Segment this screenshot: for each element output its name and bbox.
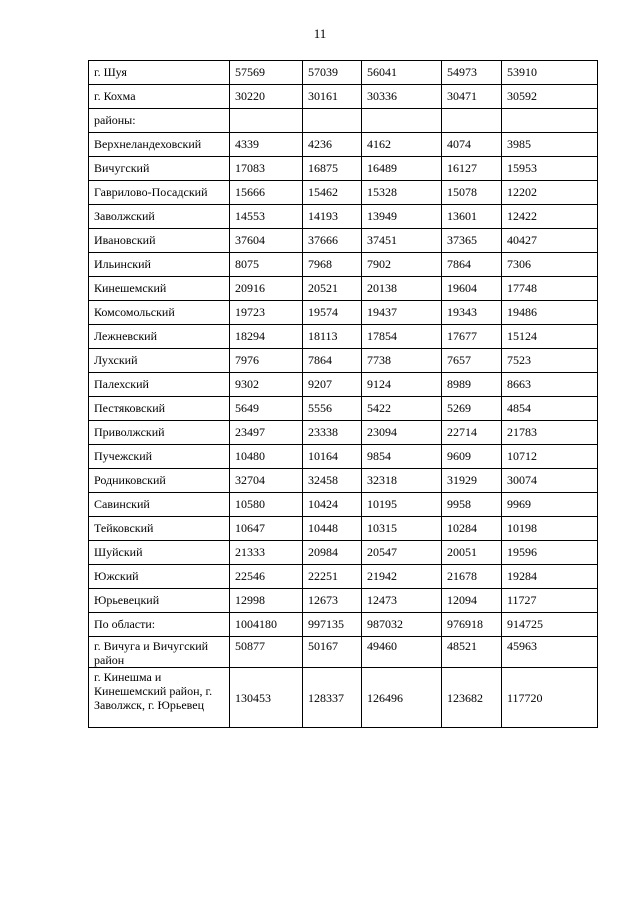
value-cell: 976918 — [442, 613, 502, 637]
value-cell: 10712 — [502, 445, 598, 469]
table-row — [89, 397, 598, 421]
value-cell: 10164 — [303, 445, 362, 469]
value-cell: 1004180 — [230, 613, 303, 637]
value-cell: 14553 — [230, 205, 303, 229]
row-label: Гаврилово-Посадский — [89, 181, 230, 205]
table-row — [89, 109, 598, 133]
value-cell: 19723 — [230, 301, 303, 325]
row-label: г. Кинешма и Кинешемский район, г. Заволжск, г. Юрьевец — [89, 668, 230, 728]
value-cell: 30220 — [230, 85, 303, 109]
value-cell: 15124 — [502, 325, 598, 349]
value-cell: 19604 — [442, 277, 502, 301]
table-row — [89, 349, 598, 373]
row-label: г. Шуя — [89, 61, 230, 85]
value-cell: 19486 — [502, 301, 598, 325]
value-cell: 9609 — [442, 445, 502, 469]
table-row — [89, 85, 598, 109]
value-cell: 20051 — [442, 541, 502, 565]
row-label: Приволжский — [89, 421, 230, 445]
value-cell — [303, 109, 362, 133]
value-cell: 11727 — [502, 589, 598, 613]
value-cell: 3985 — [502, 133, 598, 157]
value-cell: 12998 — [230, 589, 303, 613]
value-cell: 5422 — [362, 397, 442, 421]
row-label: Юрьевецкий — [89, 589, 230, 613]
value-cell: 10647 — [230, 517, 303, 541]
value-cell: 49460 — [362, 637, 442, 668]
value-cell: 7523 — [502, 349, 598, 373]
value-cell: 19343 — [442, 301, 502, 325]
value-cell: 117720 — [502, 668, 598, 728]
table-row — [89, 133, 598, 157]
value-cell: 128337 — [303, 668, 362, 728]
value-cell: 4162 — [362, 133, 442, 157]
value-cell: 130453 — [230, 668, 303, 728]
table-row — [89, 445, 598, 469]
table-row — [89, 157, 598, 181]
value-cell: 126496 — [362, 668, 442, 728]
table-row — [89, 373, 598, 397]
value-cell: 17677 — [442, 325, 502, 349]
value-cell: 19437 — [362, 301, 442, 325]
value-cell: 9969 — [502, 493, 598, 517]
row-label: Палехский — [89, 373, 230, 397]
value-cell: 13949 — [362, 205, 442, 229]
value-cell: 30336 — [362, 85, 442, 109]
value-cell: 21678 — [442, 565, 502, 589]
value-cell: 37666 — [303, 229, 362, 253]
value-cell: 15462 — [303, 181, 362, 205]
value-cell — [230, 109, 303, 133]
value-cell: 32318 — [362, 469, 442, 493]
value-cell: 10195 — [362, 493, 442, 517]
value-cell: 50877 — [230, 637, 303, 668]
value-cell: 9207 — [303, 373, 362, 397]
table-row — [89, 637, 598, 668]
value-cell: 12673 — [303, 589, 362, 613]
value-cell: 4074 — [442, 133, 502, 157]
value-cell: 20984 — [303, 541, 362, 565]
value-cell: 10284 — [442, 517, 502, 541]
value-cell: 7864 — [303, 349, 362, 373]
value-cell: 30161 — [303, 85, 362, 109]
value-cell: 5269 — [442, 397, 502, 421]
value-cell: 9302 — [230, 373, 303, 397]
row-label: Родниковский — [89, 469, 230, 493]
value-cell: 9854 — [362, 445, 442, 469]
table-row — [89, 253, 598, 277]
value-cell: 8663 — [502, 373, 598, 397]
table-body — [89, 61, 598, 728]
value-cell: 9124 — [362, 373, 442, 397]
value-cell: 15666 — [230, 181, 303, 205]
table-row — [89, 668, 598, 728]
value-cell: 12422 — [502, 205, 598, 229]
value-cell: 48521 — [442, 637, 502, 668]
row-label: По области: — [89, 613, 230, 637]
value-cell: 21783 — [502, 421, 598, 445]
value-cell: 19596 — [502, 541, 598, 565]
value-cell: 14193 — [303, 205, 362, 229]
value-cell: 10198 — [502, 517, 598, 541]
value-cell: 19284 — [502, 565, 598, 589]
value-cell: 21942 — [362, 565, 442, 589]
value-cell: 8989 — [442, 373, 502, 397]
value-cell: 17854 — [362, 325, 442, 349]
table-row — [89, 181, 598, 205]
value-cell: 7864 — [442, 253, 502, 277]
table-row — [89, 61, 598, 85]
value-cell: 997135 — [303, 613, 362, 637]
value-cell: 123682 — [442, 668, 502, 728]
value-cell: 15953 — [502, 157, 598, 181]
value-cell: 40427 — [502, 229, 598, 253]
value-cell: 19574 — [303, 301, 362, 325]
value-cell: 17748 — [502, 277, 598, 301]
value-cell: 4236 — [303, 133, 362, 157]
table-row — [89, 493, 598, 517]
population-table — [88, 60, 598, 728]
value-cell: 23338 — [303, 421, 362, 445]
value-cell: 53910 — [502, 61, 598, 85]
value-cell: 20547 — [362, 541, 442, 565]
value-cell: 37451 — [362, 229, 442, 253]
value-cell: 10315 — [362, 517, 442, 541]
value-cell: 20916 — [230, 277, 303, 301]
table-row — [89, 325, 598, 349]
value-cell: 56041 — [362, 61, 442, 85]
value-cell: 987032 — [362, 613, 442, 637]
value-cell: 10480 — [230, 445, 303, 469]
value-cell: 13601 — [442, 205, 502, 229]
value-cell: 57569 — [230, 61, 303, 85]
row-label: Лухский — [89, 349, 230, 373]
row-label: Савинский — [89, 493, 230, 517]
table-row — [89, 277, 598, 301]
page-number: 11 — [313, 26, 327, 41]
value-cell: 31929 — [442, 469, 502, 493]
row-label: Тейковский — [89, 517, 230, 541]
value-cell: 4854 — [502, 397, 598, 421]
value-cell: 30471 — [442, 85, 502, 109]
value-cell: 20138 — [362, 277, 442, 301]
value-cell: 21333 — [230, 541, 303, 565]
value-cell: 10424 — [303, 493, 362, 517]
table-row — [89, 469, 598, 493]
row-label: г. Вичуга и Вичугский район — [89, 637, 230, 668]
value-cell: 7968 — [303, 253, 362, 277]
table-row — [89, 205, 598, 229]
row-label: Кинешемский — [89, 277, 230, 301]
table-row — [89, 541, 598, 565]
row-label: Пестяковский — [89, 397, 230, 421]
value-cell: 7976 — [230, 349, 303, 373]
row-label: Шуйский — [89, 541, 230, 565]
value-cell: 18113 — [303, 325, 362, 349]
value-cell: 30074 — [502, 469, 598, 493]
value-cell: 15078 — [442, 181, 502, 205]
value-cell: 15328 — [362, 181, 442, 205]
row-label: Верхнеландеховский — [89, 133, 230, 157]
row-label: районы: — [89, 109, 230, 133]
value-cell: 54973 — [442, 61, 502, 85]
row-label: Южский — [89, 565, 230, 589]
value-cell: 914725 — [502, 613, 598, 637]
value-cell — [362, 109, 442, 133]
value-cell: 32458 — [303, 469, 362, 493]
value-cell: 8075 — [230, 253, 303, 277]
table-row — [89, 589, 598, 613]
value-cell: 30592 — [502, 85, 598, 109]
value-cell: 22714 — [442, 421, 502, 445]
value-cell: 17083 — [230, 157, 303, 181]
value-cell: 12094 — [442, 589, 502, 613]
value-cell: 57039 — [303, 61, 362, 85]
table-row — [89, 301, 598, 325]
value-cell: 16127 — [442, 157, 502, 181]
value-cell: 7657 — [442, 349, 502, 373]
value-cell: 12473 — [362, 589, 442, 613]
value-cell: 37604 — [230, 229, 303, 253]
value-cell: 12202 — [502, 181, 598, 205]
value-cell: 7306 — [502, 253, 598, 277]
row-label: Комсомольский — [89, 301, 230, 325]
row-label: Пучежский — [89, 445, 230, 469]
value-cell: 45963 — [502, 637, 598, 668]
value-cell: 5556 — [303, 397, 362, 421]
value-cell: 32704 — [230, 469, 303, 493]
value-cell: 4339 — [230, 133, 303, 157]
row-label: Вичугский — [89, 157, 230, 181]
value-cell — [502, 109, 598, 133]
row-label: Лежневский — [89, 325, 230, 349]
table-row — [89, 565, 598, 589]
value-cell: 37365 — [442, 229, 502, 253]
row-label: Заволжский — [89, 205, 230, 229]
row-label: г. Кохма — [89, 85, 230, 109]
value-cell: 16489 — [362, 157, 442, 181]
table-row — [89, 229, 598, 253]
value-cell: 10448 — [303, 517, 362, 541]
value-cell: 7738 — [362, 349, 442, 373]
value-cell: 23094 — [362, 421, 442, 445]
value-cell: 5649 — [230, 397, 303, 421]
row-label: Ильинский — [89, 253, 230, 277]
value-cell: 23497 — [230, 421, 303, 445]
value-cell: 20521 — [303, 277, 362, 301]
value-cell: 18294 — [230, 325, 303, 349]
value-cell: 9958 — [442, 493, 502, 517]
value-cell: 10580 — [230, 493, 303, 517]
value-cell: 50167 — [303, 637, 362, 668]
table-row — [89, 421, 598, 445]
value-cell: 7902 — [362, 253, 442, 277]
value-cell: 22251 — [303, 565, 362, 589]
value-cell: 22546 — [230, 565, 303, 589]
value-cell — [442, 109, 502, 133]
row-label: Ивановский — [89, 229, 230, 253]
table-row — [89, 517, 598, 541]
value-cell: 16875 — [303, 157, 362, 181]
table-row — [89, 613, 598, 637]
